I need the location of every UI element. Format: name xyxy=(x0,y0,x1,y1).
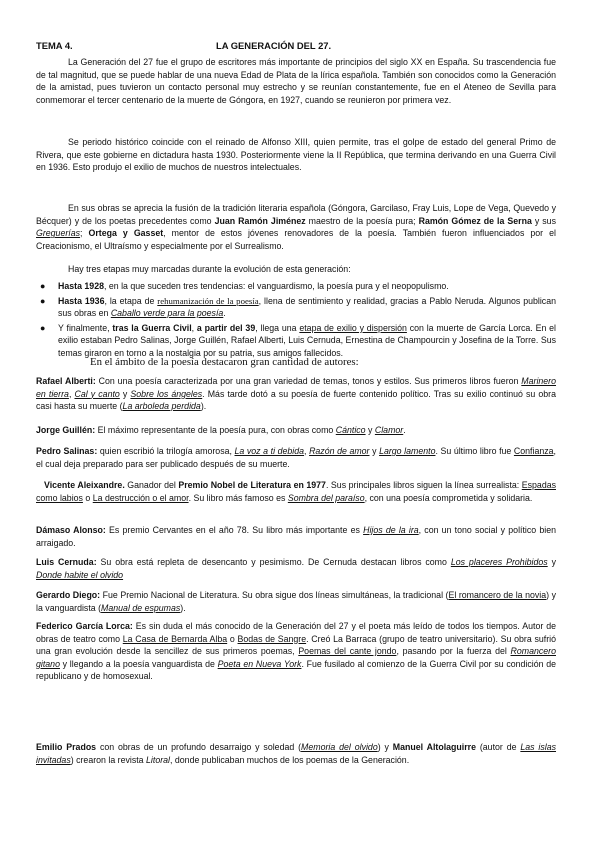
paragraph-influences xyxy=(36,202,556,252)
text-segment: y llegando a la poesía vanguardista de xyxy=(59,658,218,669)
text-segment: y sus xyxy=(531,215,556,226)
text-segment: . Su último libro fue xyxy=(435,446,514,456)
author-entry-guillen xyxy=(36,424,556,437)
work-title: El romancero de la novia xyxy=(448,590,547,600)
term-rehumanizacion: rehumanización de la poesía xyxy=(157,295,259,306)
author-name: Emilio Prados xyxy=(36,742,97,752)
work-greguerias: Greguerías xyxy=(36,228,81,239)
stage-2-label: Hasta 1936 xyxy=(58,295,105,306)
author-entry-alberti xyxy=(36,375,556,413)
work-title: Memoria del olvido xyxy=(301,742,378,752)
work-title: Poemas del cante jondo xyxy=(298,646,397,657)
work-title: La Casa de Bernarda Alba xyxy=(122,633,228,644)
author-ramon-gomez-de-la-serna: Ramón Gómez de la Serna xyxy=(418,215,532,226)
author-name: Vicente Aleixandre. xyxy=(44,480,125,490)
text-segment: Es sin duda el más conocido de la Generación del 27 y el poeta más leído de todos los tiempos. Autor de obras de teatro como xyxy=(36,621,556,644)
author-name: Dámaso Alonso: xyxy=(36,525,106,535)
text-segment: , el cual deja preparado para ser publicado después de su muerte. xyxy=(36,446,556,469)
author-entry-salinas xyxy=(36,445,556,470)
work-title: Sobre los ángeles xyxy=(130,388,203,399)
paragraph-stages-intro: Hay tres etapas muy marcadas durante la evolución de esta generación: xyxy=(68,264,351,274)
work-title: Bodas de Sangre xyxy=(237,633,307,644)
magazine-title: Litoral xyxy=(146,754,170,765)
work-title: Sombra del paraíso xyxy=(287,492,365,503)
bullet-icon: ● xyxy=(40,295,46,306)
text-segment: . xyxy=(223,308,226,319)
text-segment: , pasando por la fuerza del xyxy=(396,646,511,657)
bullet-icon: ● xyxy=(40,281,46,291)
work-title: Marinero en tierra xyxy=(36,376,557,399)
author-entry-aleixandre xyxy=(36,479,556,504)
work-title: Hijos de la ira xyxy=(363,525,419,535)
text-segment: y xyxy=(119,388,131,399)
text-segment: y xyxy=(547,557,557,567)
text-segment: Es premio Cervantes en el año 78. Su libro más importante es xyxy=(105,525,364,535)
text-segment: ) y xyxy=(377,742,393,752)
text-segment: ; xyxy=(80,228,89,239)
text-segment: , en la que suceden tres tendencias: el vanguardismo, la poesía pura y el neopopulismo. xyxy=(103,281,449,291)
author-juan-ramon-jimenez: Juan Ramón Jiménez xyxy=(214,215,306,226)
text-segment: (autor de xyxy=(476,742,521,752)
work-title: Cántico xyxy=(335,425,366,435)
text-segment: . xyxy=(403,425,406,435)
text-segment: , xyxy=(191,322,197,333)
text-segment: , xyxy=(304,446,310,456)
work-title: Las islas invitadas xyxy=(36,742,557,765)
text-segment: , donde publicaban muchos de los poemas de la Generación. xyxy=(170,754,410,765)
author-entry-alonso xyxy=(36,524,556,549)
text-segment: ). xyxy=(180,602,186,613)
authors-section-title: En el ámbito de la poesía destacaron gran cantidad de autores: xyxy=(90,356,359,368)
text-segment: ) y la vanguardista ( xyxy=(36,590,556,613)
stage-3-date: a partir del 39 xyxy=(196,322,256,333)
work-title: Los placeres Prohibidos xyxy=(450,557,548,567)
work-title: Manual de espumas xyxy=(101,602,181,613)
text-segment: . Más tarde dotó a su poesía de fuerte contenido político. Tras su exilio continuó su obra casi hasta su muerte ( xyxy=(36,388,556,412)
work-title: Cal y canto xyxy=(74,388,120,399)
page-header xyxy=(36,40,556,53)
text-segment: Fue Premio Nacional de Literatura. Su obra sigue dos líneas simultáneas, la tradicional ( xyxy=(100,590,449,600)
bullet-icon: ● xyxy=(40,322,46,333)
term-exilio: etapa de exilio y dispersión xyxy=(299,322,407,333)
work-title: Confianza xyxy=(513,446,554,456)
paragraph-intro: La Generación del 27 fue el grupo de escritores más importante de principios del siglo XX en España. Su trascendencia fue de tal magnitud, que se puede hablar de una nueva Edad de Plata de la lírica española. También son conocidos como la Generación de la amistad, pues tuvieron un contacto personal muy estrecho y se reunían constantemente, fue en el Ateneo de Sevilla para conmemorar el tercer centenario de la muerte de Góngora, en 1927, cuando se reunieron por primera vez. xyxy=(36,57,556,105)
text-segment: maestro de la poesía pura; xyxy=(305,215,419,226)
text-segment: , la etapa de xyxy=(104,295,158,306)
work-caballo-verde: Caballo verde para la poesía xyxy=(110,308,224,319)
work-title: Clamor xyxy=(374,425,404,435)
text-segment: con la muerte de García Lorca. En el exilio estaban Pedro Salinas, Jorge Guillén, Rafael Alberti, Luis Cernuda, Ernestina de Champourcin y Josefina de la Torre. Sus temas giraron en torno a la nostalgia por su patria, sus amigos fallecidos. xyxy=(58,322,556,358)
text-segment: ) crearon la revista xyxy=(70,754,147,765)
work-title: Espadas como labios xyxy=(36,480,556,503)
author-name: Gerardo Diego: xyxy=(36,590,101,600)
text-segment: y xyxy=(365,425,375,435)
text-segment: Con una poesía caracterizada por una gran variedad de temas, tonos y estilos. Sus primeros libros fueron xyxy=(95,376,522,386)
text-segment: y xyxy=(369,446,380,456)
work-title: La arboleda perdida xyxy=(122,401,201,412)
text-segment: , con una poesía comprometida y solidaria. xyxy=(364,492,533,503)
text-segment: En sus obras se aprecia la fusión de la tradición literaria española (Góngora, Garcilaso, Fray Luis, Lope de Vega, Quevedo y Bécquer) y de los poetas precedentes como xyxy=(36,203,556,226)
tema-label: TEMA 4. xyxy=(36,40,73,51)
award: Premio Nobel de Literatura en 1977 xyxy=(178,480,326,490)
text-segment: , xyxy=(68,388,75,399)
text-segment: , mentor de estos jóvenes renovadores de la poesía. También fueron influenciados por el Creacionismo, el Ultraísmo y especialmente por el Surrealismo. xyxy=(36,228,556,251)
work-title: Donde habite el olvido xyxy=(36,569,124,580)
work-title: La destrucción o el amor xyxy=(92,492,189,503)
work-title: Romancero gitano xyxy=(36,646,556,669)
text-segment: Y finalmente, xyxy=(58,322,113,333)
stages-list xyxy=(36,280,556,362)
text-segment: , con un tono social y político bien arraigado. xyxy=(36,525,556,548)
author-name: Rafael Alberti: xyxy=(36,376,96,386)
stage-3-label: tras la Guerra Civil xyxy=(112,322,192,333)
text-segment: Ganador del xyxy=(124,480,179,490)
author-entry-prados-altolaguirre xyxy=(36,741,556,766)
list-item-stage-1 xyxy=(36,280,556,293)
paragraph-historical-context: Se periodo histórico coincide con el reinado de Alfonso XIII, quien permite, tras el golpe de estado del general Primo de Rivera, que este gobierne en dictadura hasta 1930. Posteriormente viene la II República, que termina derivando en una Guerra Civil en 1936. Esto produjo el exilio de muchos de nuestros intelectuales. xyxy=(36,137,556,173)
text-segment: ). xyxy=(200,401,207,412)
text-segment: , llena de sentimiento y realidad, gracias a Pablo Neruda. Algunos publican sus obras en xyxy=(58,295,556,319)
work-title: Largo lamento xyxy=(379,446,436,456)
text-segment: . Fue fusilado al comienzo de la Guerra Civil por su condición de republicano y de homosexual. xyxy=(36,658,556,682)
text-segment: o xyxy=(227,633,238,644)
stage-1-label: Hasta 1928 xyxy=(58,281,104,291)
work-title: Razón de amor xyxy=(309,446,370,456)
author-entry-cernuda xyxy=(36,556,556,581)
author-entry-lorca xyxy=(36,620,556,683)
list-item-stage-2 xyxy=(36,295,556,320)
author-name: Federico García Lorca: xyxy=(36,621,133,631)
work-title: Poeta en Nueva York xyxy=(217,658,302,669)
author-ortega-y-gasset: Ortega y Gasset xyxy=(88,228,164,239)
text-segment: . Su libro más famoso es xyxy=(188,492,288,503)
author-name: Pedro Salinas: xyxy=(36,446,98,456)
text-segment: o xyxy=(82,492,93,503)
text-segment: . Creó La Barraca (grupo de teatro universitario). Su obra sufrió una gran evolución desde la sencillez de sus primeros poemas, xyxy=(36,633,556,657)
text-segment: con obras de un profundo desarraigo y soledad ( xyxy=(96,742,302,752)
text-segment: , llega una xyxy=(255,322,300,333)
text-segment: quien escribió la trilogía amorosa, xyxy=(97,446,235,456)
author-entry-diego xyxy=(36,589,556,614)
text-segment: Su obra está repleta de desencanto y pesimismo. De Cernuda destacan libros como xyxy=(96,557,451,567)
document-title: LA GENERACIÓN DEL 27. xyxy=(216,40,332,51)
author-name: Luis Cernuda: xyxy=(36,557,97,567)
text-segment: . Sus principales libros siguen la línea surrealista: xyxy=(325,480,522,490)
author-name: Jorge Guillén: xyxy=(36,425,96,435)
author-name: Manuel Altolaguirre xyxy=(392,742,476,752)
list-item-stage-3 xyxy=(36,322,556,360)
text-segment: El máximo representante de la poesía pura, con obras como xyxy=(95,425,336,435)
work-title: La voz a ti debida xyxy=(234,446,305,456)
